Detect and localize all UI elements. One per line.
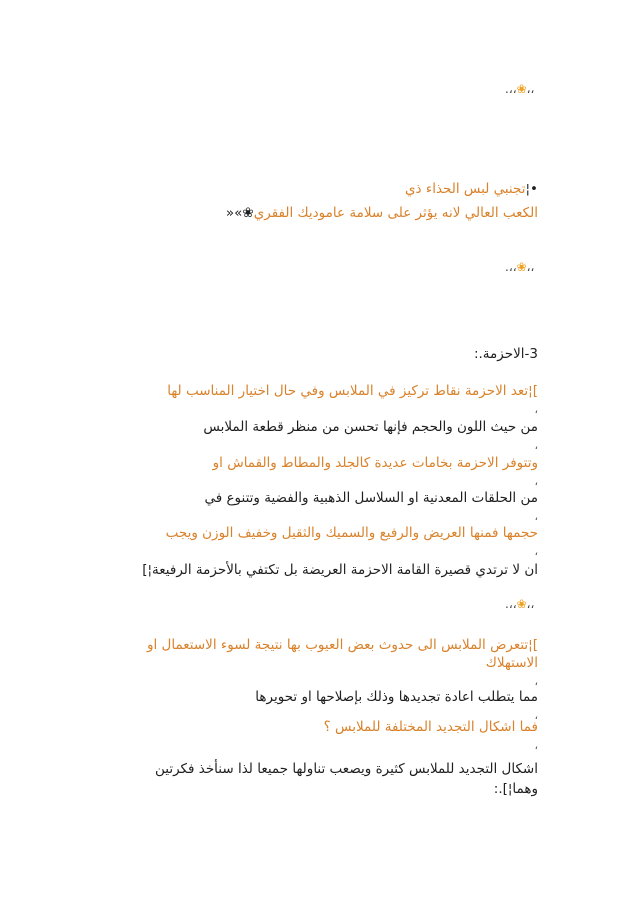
paragraph-line: حجمها فمنها العريض والرفيع والسميك والثقيل وخفيف الوزن ويجب <box>165 525 538 541</box>
separator-commas: ،، <box>526 82 535 96</box>
separator-commas: ،، <box>508 260 517 274</box>
heading-text: الاحزمة.: <box>473 346 525 362</box>
separator-tail: . <box>505 82 509 96</box>
separator-commas: ،، <box>526 597 535 611</box>
line-break-mark: ، <box>534 675 538 688</box>
paragraph-line: فما اشكال التجديد المختلفة للملابس ؟ <box>323 719 538 735</box>
line-break-mark: ، <box>534 739 538 752</box>
separator-commas: ،، <box>508 597 517 611</box>
paragraph-line: من الحلقات المعدنية او السلاسل الذهبية والفضية وتتنوع في <box>204 490 538 506</box>
line-break-mark: ، <box>534 403 538 416</box>
heading-number: 3- <box>524 346 538 362</box>
line-break-mark: ، <box>534 439 538 452</box>
line-break-mark: ، <box>534 545 538 558</box>
paragraph-text: الكعب العالي لانه يؤثر على سلامة عاموديك الفقري <box>253 205 538 221</box>
section-heading <box>474 343 538 365</box>
paragraph-line: الاستهلاك <box>485 655 538 671</box>
paragraph-text: تجنبي لبس الحذاء ذي <box>404 181 526 197</box>
quote-marks: ❀»« <box>225 205 254 221</box>
bullet-marker: •¦ <box>525 181 538 197</box>
paragraph-line: من حيث اللون والحجم فإنها تحسن من منظر قطعة الملابس <box>203 419 538 435</box>
separator-tail: . <box>505 260 509 274</box>
paragraph-line: اشكال التجديد للملابس كثيرة ويصعب تناولها جميعا لذا سنأخذ فكرتين <box>154 761 538 777</box>
paragraph-line <box>226 202 538 224</box>
paragraph-line: مما يتطلب اعادة تجديدها وذلك بإصلاحها او تحويرها <box>255 689 538 705</box>
separator-commas: ،، <box>526 260 535 274</box>
paragraph-line: ‏]¦تعد الاحزمة نقاط تركيز في الملابس وفي حال اختيار المناسب لها <box>167 383 538 399</box>
section-separator <box>505 597 534 611</box>
paragraph-line <box>405 178 538 200</box>
paragraph-line: وتتوفر الاحزمة بخامات عديدة كالجلد والمطاط والقماش او <box>212 455 538 471</box>
flower-icon: ❀ <box>516 260 527 274</box>
line-break-mark: ، <box>534 475 538 488</box>
flower-icon: ❀ <box>516 597 527 611</box>
section-separator <box>505 82 534 96</box>
flower-icon: ❀ <box>516 82 527 96</box>
line-break-mark: ، <box>534 709 538 722</box>
line-break-mark: ، <box>534 510 538 523</box>
section-separator <box>505 260 534 274</box>
paragraph-line: وهما¦].: <box>493 781 538 797</box>
paragraph-line: ‏]¦تتعرض الملابس الى حدوث بعض العيوب بها نتيجة لسوء الاستعمال او <box>146 637 538 653</box>
separator-tail: . <box>505 597 509 611</box>
separator-commas: ،، <box>508 82 517 96</box>
paragraph-line: ان لا ترتدي قصيرة القامة الاحزمة العريضة بل تكتفي بالأحزمة الرفيعة¦] <box>142 562 538 578</box>
